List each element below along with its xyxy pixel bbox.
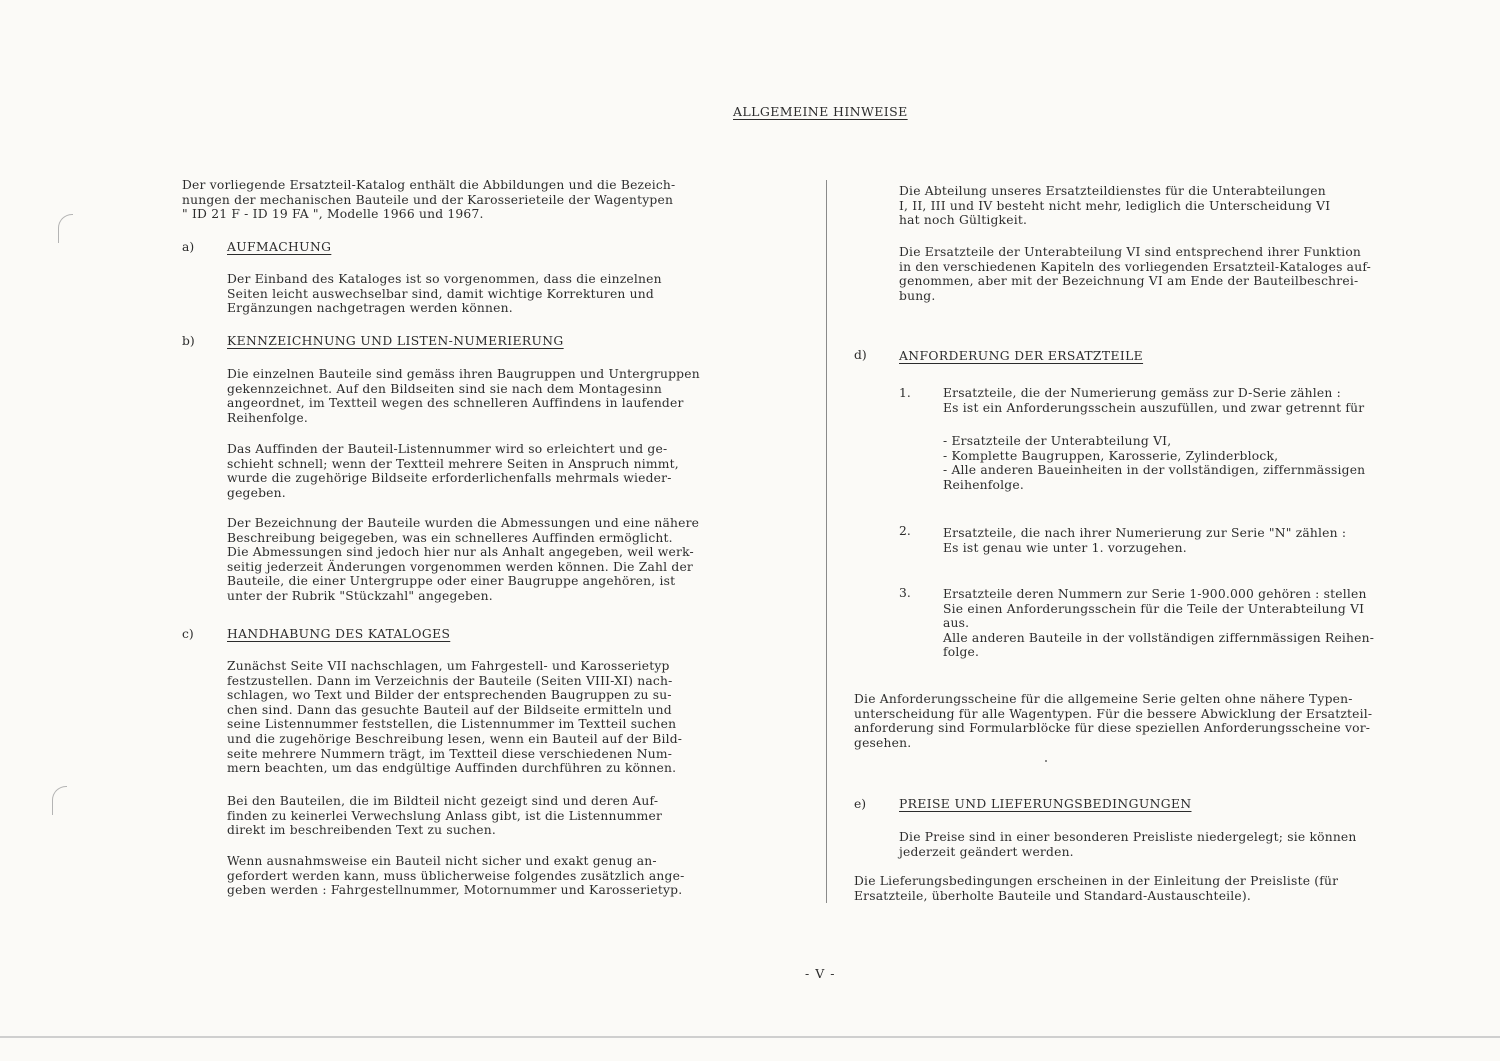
right-intro-paragraph: Die Ersatzteile der Unterabteilung VI sind entsprechend ihrer Funktion in den verschiedenen Kapiteln des vorliegenden Ersatzteil-Kataloges auf- genommen, aber mit der Bezeichnung VI am Ende der Bauteilbeschrei- bung. (899, 245, 1372, 303)
intro-paragraph: Der vorliegende Ersatzteil-Katalog enthält die Abbildungen und die Bezeich- nungen der mechanischen Bauteile und der Karosserieteile der Wagentypen " ID 21 F - ID 19 FA ", Modelle 1966 und 1967. (182, 178, 676, 222)
section-c-paragraph: Bei den Bauteilen, die im Bildteil nicht gezeigt sind und deren Auf- finden zu keinerlei Verwechslung Anlass gibt, ist die Listennummer direkt im beschreibenden Text zu suchen. (227, 794, 663, 838)
section-c-heading: HANDHABUNG DES KATALOGES (227, 627, 451, 641)
right-intro-paragraph: Die Abteilung unseres Ersatzteildienstes für die Unterabteilungen I, II, III und IV besteht nicht mehr, lediglich die Unterscheidung VI hat noch Gültigkeit. (899, 184, 1331, 228)
section-a-paragraph: Der Einband des Kataloges ist so vorgenommen, dass die einzelnen Seiten leicht auswechselbar sind, damit wichtige Korrekturen und Ergänzungen nachgetragen werden können. (227, 272, 662, 316)
section-b-heading: KENNZEICHNUNG UND LISTEN-NUMERIERUNG (227, 334, 564, 348)
list-item-text: Ersatzteile, die nach ihrer Numerierung zur Serie "N" zählen : Es ist genau wie unter 1. vorzugehen. (943, 526, 1347, 555)
scan-speck (1045, 760, 1047, 762)
list-item-text: Ersatzteile deren Nummern zur Serie 1-900.000 gehören : stellen Sie einen Anforderungsschein für die Teile der Unterabteilung VI aus. Alle anderen Bauteile in der vollständigen ziffernmässigen Reihen- folge. (943, 587, 1375, 660)
section-d-letter: d) (854, 348, 867, 362)
section-c-letter: c) (182, 627, 194, 641)
section-e-letter: e) (854, 797, 867, 811)
section-a-heading: AUFMACHUNG (227, 240, 332, 254)
section-c-paragraph: Zunächst Seite VII nachschlagen, um Fahrgestell- und Karosserietyp festzustellen. Dann im Verzeichnis der Bauteile (Seiten VIII-XI) nach- schlagen, wo Text und Bilder der entsprechenden Baugruppen zu su- chen sind. Dann das gesuchte Bauteil auf der Bildseite ermitteln und seine Listennummer feststellen, die Listennummer im Textteil suchen und die zugehörige Beschreibung lesen, wenn ein Bauteil auf der Bild- seite mehrere Nummern trägt, im Textteil diese verschiedenen Num- mern beachten, um das endgültige Auffinden durchführen zu können. (227, 659, 683, 776)
list-item-text: Ersatzteile, die der Numerierung gemäss zur D-Serie zählen : Es ist ein Anforderungsschein auszufüllen, und zwar getrennt für (943, 386, 1365, 415)
list-item-subitems: - Ersatzteile der Unterabteilung VI, - Komplette Baugruppen, Karosserie, Zylinderblock, - Alle anderen Baueinheiten in der vollständigen, ziffernmässigen Reihenfolge. (943, 434, 1366, 492)
section-e-paragraph: Die Lieferungsbedingungen erscheinen in der Einleitung der Preisliste (für Ersatzteile, überholte Bauteile und Standard-Austauschteile). (854, 874, 1339, 903)
scan-hole-mark (58, 214, 73, 243)
page-title: ALLGEMEINE HINWEISE (733, 104, 908, 119)
column-divider (826, 180, 827, 903)
section-d-closing: Die Anforderungsscheine für die allgemeine Serie gelten ohne nähere Typen- unterscheidung für alle Wagentypen. Für die bessere Abwicklung der Ersatzteil- anforderung sind Formularblöcke für diese speziellen Anforderungsscheine vor- gesehen. (854, 692, 1373, 750)
bottom-edge-line (0, 1036, 1500, 1038)
section-b-paragraph: Die einzelnen Bauteile sind gemäss ihren Baugruppen und Untergruppen gekennzeichnet. Auf den Bildseiten sind sie nach dem Montagesinn angeordnet, im Textteil wegen des schnelleren Auffindens in laufender Reihenfolge. (227, 367, 700, 425)
section-a-letter: a) (182, 240, 195, 254)
section-b-letter: b) (182, 334, 195, 348)
section-b-paragraph: Das Auffinden der Bauteil-Listennummer wird so erleichtert und ge- schieht schnell; wenn der Textteil mehrere Seiten in Anspruch nimmt, wurde die zugehörige Bildseite erforderlichenfalls mehrmals wieder- gegeben. (227, 442, 679, 500)
list-item-number: 1. (899, 386, 911, 400)
section-e-paragraph: Die Preise sind in einer besonderen Preisliste niedergelegt; sie können jederzeit geändert werden. (899, 830, 1357, 859)
scan-hole-mark (52, 786, 67, 815)
section-c-paragraph: Wenn ausnahmsweise ein Bauteil nicht sicher und exakt genug an- gefordert werden kann, muss üblicherweise folgendes zusätzlich ange- geben werden : Fahrgestellnummer, Motornummer und Karosserietyp. (227, 854, 685, 898)
list-item-number: 2. (899, 524, 911, 538)
page-number: - V - (805, 966, 836, 981)
section-d-heading: ANFORDERUNG DER ERSATZTEILE (899, 349, 1144, 363)
section-e-heading: PREISE UND LIEFERUNGSBEDINGUNGEN (899, 797, 1192, 811)
list-item-number: 3. (899, 586, 911, 600)
section-b-paragraph: Der Bezeichnung der Bauteile wurden die Abmessungen und eine nähere Beschreibung beigegeben, was ein schnelleres Auffinden ermöglicht. Die Abmessungen sind jedoch hier nur als Anhalt angegeben, weil werk- seitig jederzeit Änderungen vorgenommen werden können. Die Zahl der Bauteile, die einer Untergruppe oder einer Baugruppe angehören, ist unter der Rubrik "Stückzahl" angegeben. (227, 516, 700, 603)
